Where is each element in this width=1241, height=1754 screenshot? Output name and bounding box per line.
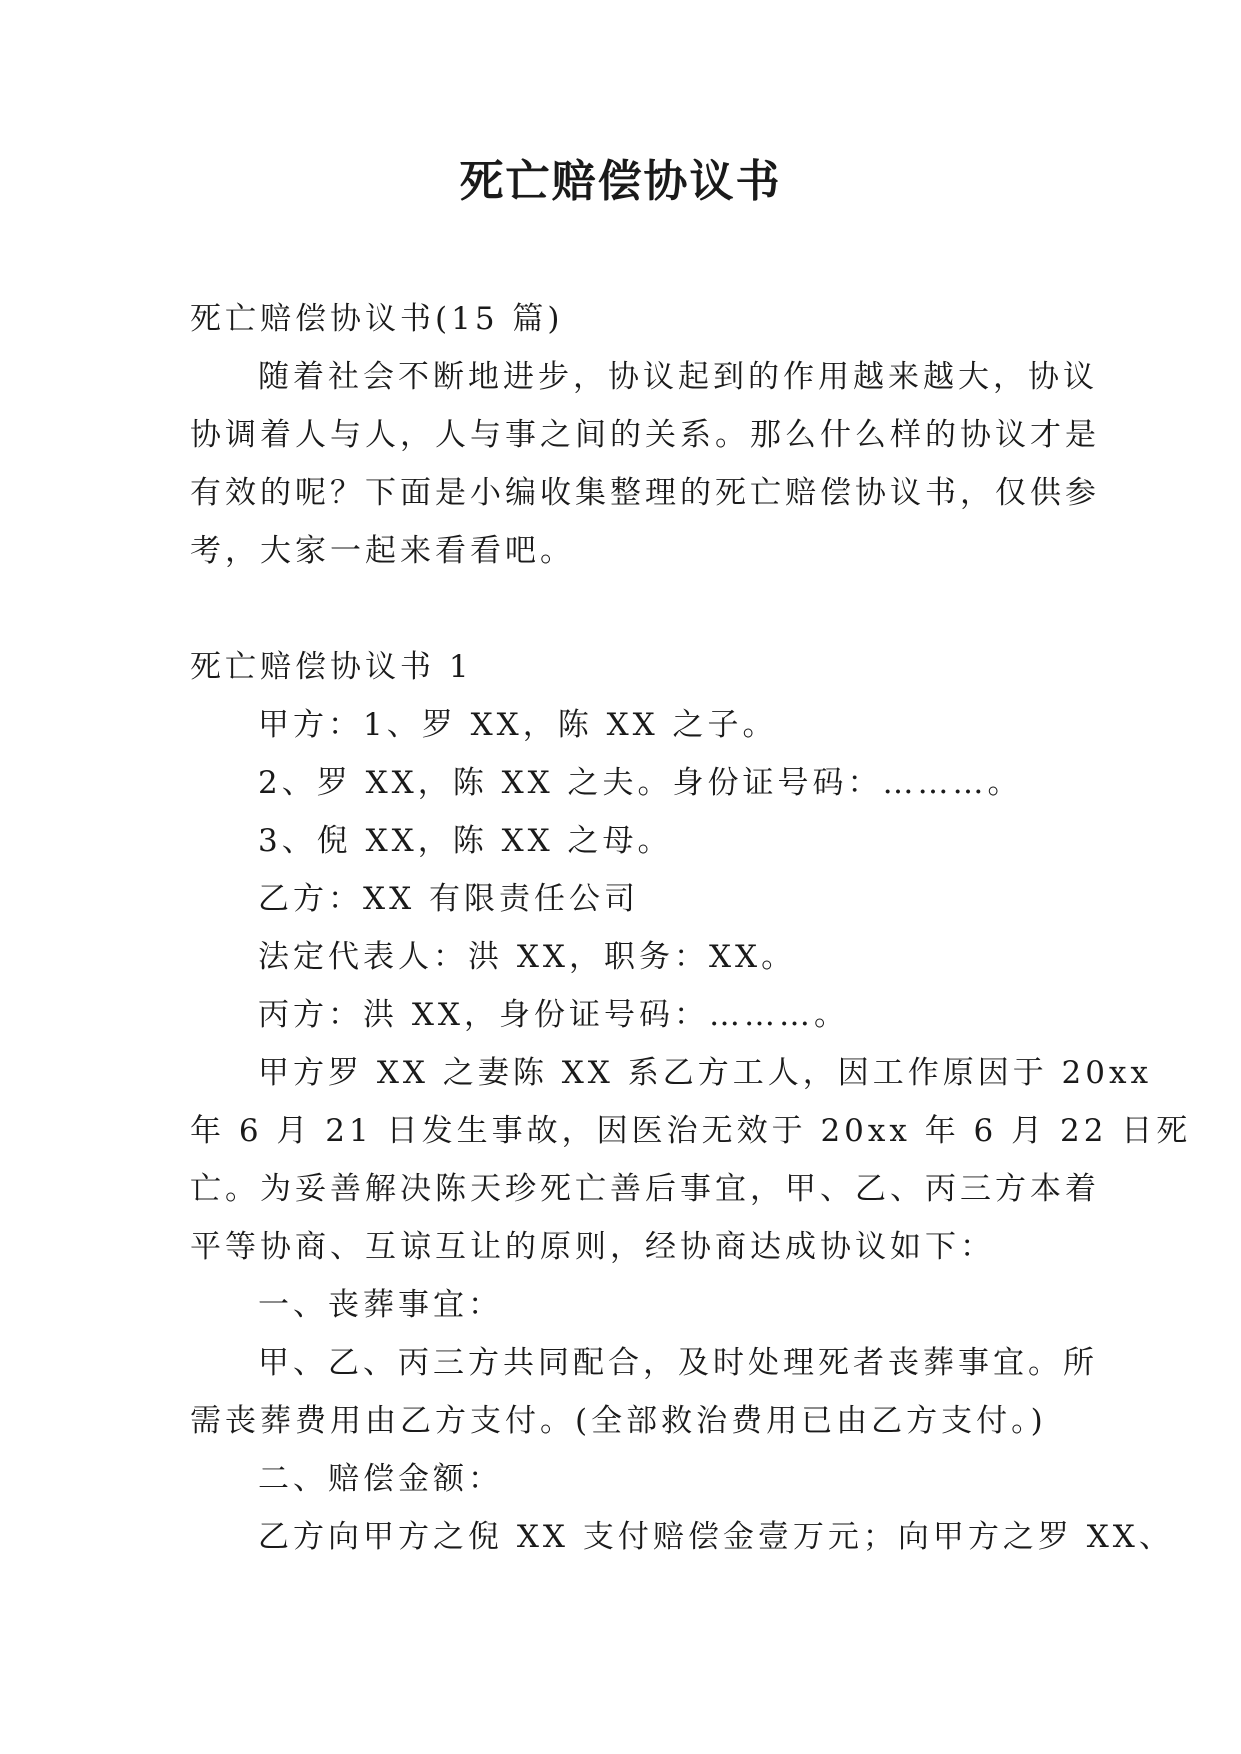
section-heading: 死亡赔偿协议书 1	[190, 649, 473, 685]
clause-heading: 二、赔偿金额：	[258, 1461, 503, 1497]
facts-line: 平等协商、互谅互让的原则，经协商达成协议如下：	[190, 1229, 995, 1265]
party-line: 2、罗 XX，陈 XX 之夫。身份证号码：………。	[258, 765, 1023, 801]
party-line: 丙方：洪 XX，身份证号码：………。	[258, 997, 849, 1033]
facts-line: 亡。为妥善解决陈天珍死亡善后事宜，甲、乙、丙三方本着	[190, 1171, 1100, 1207]
clause-line: 需丧葬费用由乙方支付。(全部救治费用已由乙方支付。)	[190, 1403, 1047, 1439]
facts-line: 年 6 月 21 日发生事故，因医治无效于 20xx 年 6 月 22 日死	[190, 1113, 1192, 1149]
clause-line: 甲、乙、丙三方共同配合，及时处理死者丧葬事宜。所	[258, 1345, 1098, 1381]
spacer	[190, 580, 1050, 638]
document-body	[190, 290, 1192, 1566]
party-line: 甲方：1、罗 XX，陈 XX 之子。	[258, 707, 778, 743]
facts-line: 甲方罗 XX 之妻陈 XX 系乙方工人，因工作原因于 20xx	[258, 1055, 1152, 1091]
party-line: 3、倪 XX，陈 XX 之母。	[258, 823, 673, 859]
document-title: 死亡赔偿协议书	[459, 156, 782, 207]
subtitle: 死亡赔偿协议书(15 篇)	[190, 301, 564, 337]
party-line: 法定代表人：洪 XX，职务：XX。	[258, 939, 797, 975]
party-line: 乙方：XX 有限责任公司	[258, 881, 639, 917]
intro-line: 协调着人与人，人与事之间的关系。那么什么样的协议才是	[190, 417, 1100, 453]
clause-line: 乙方向甲方之倪 XX 支付赔偿金壹万元；向甲方之罗 XX、	[258, 1519, 1174, 1555]
intro-line: 考，大家一起来看看吧。	[190, 533, 575, 569]
intro-line: 有效的呢？下面是小编收集整理的死亡赔偿协议书，仅供参	[190, 475, 1100, 511]
clause-heading: 一、丧葬事宜：	[258, 1287, 503, 1323]
intro-line: 随着社会不断地进步，协议起到的作用越来越大，协议	[258, 359, 1098, 395]
